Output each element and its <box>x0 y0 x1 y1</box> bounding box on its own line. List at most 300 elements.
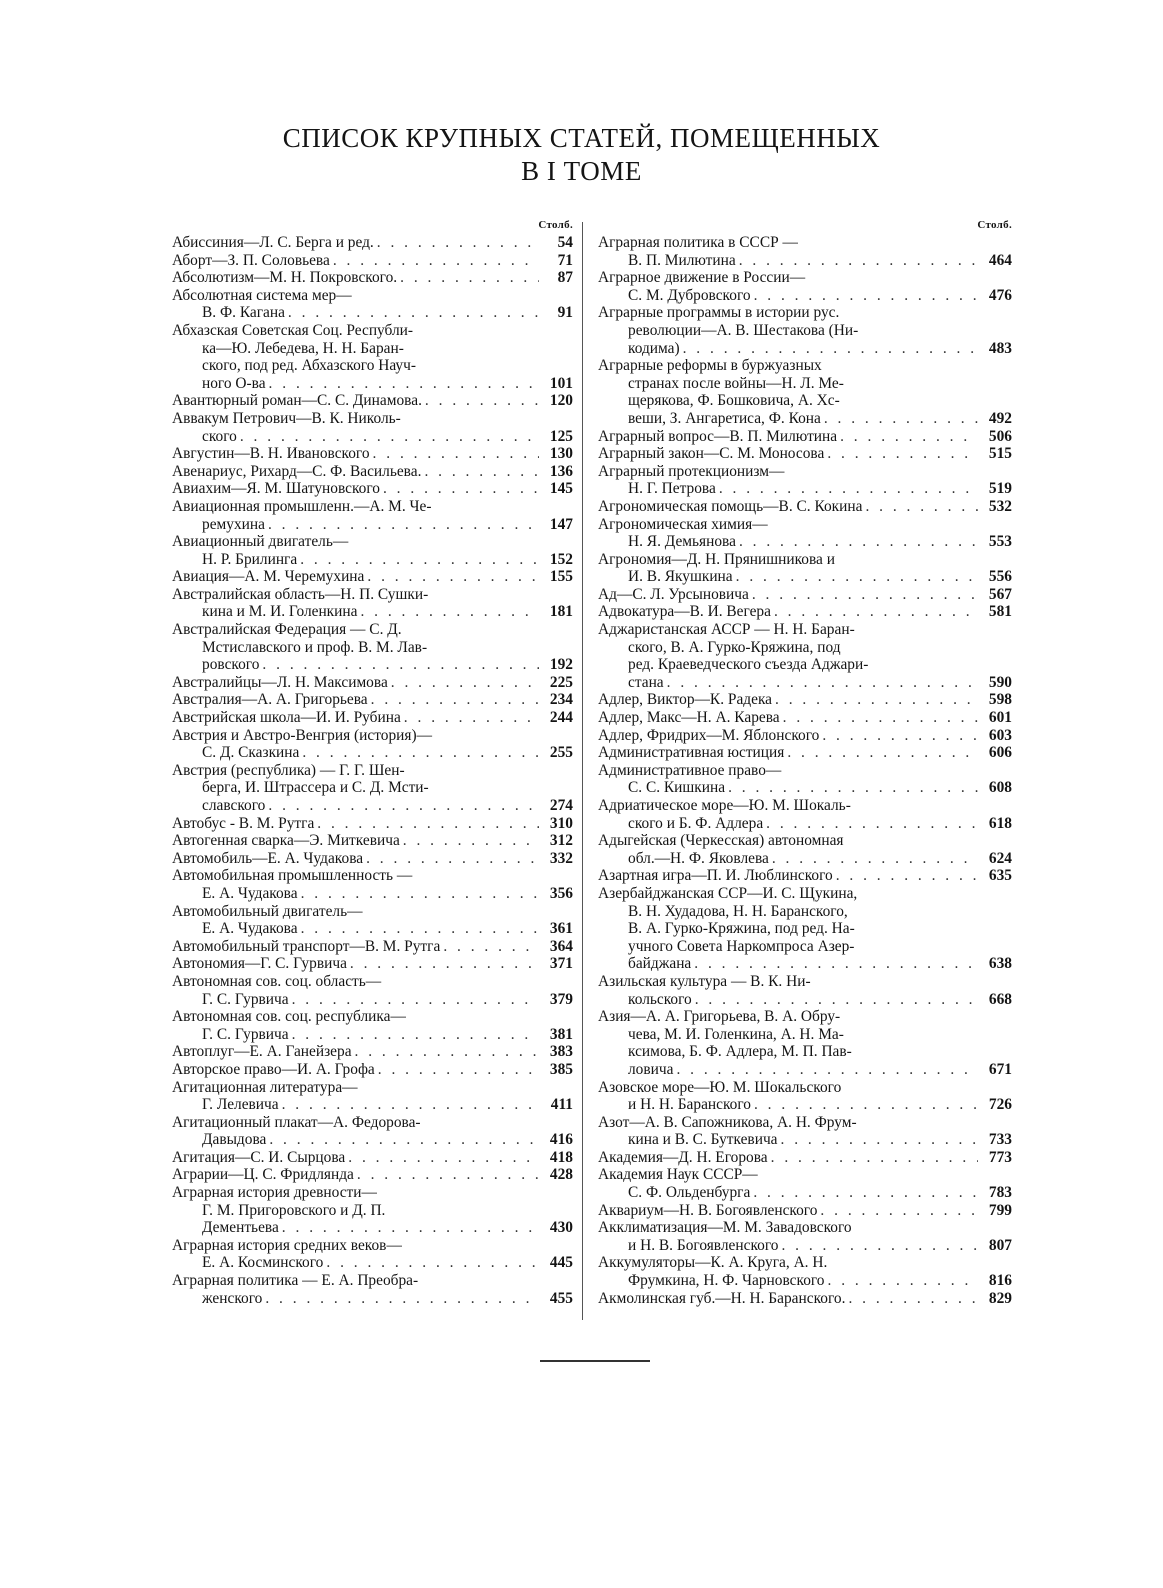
column-divider <box>582 222 583 1320</box>
page-title <box>0 122 1163 188</box>
list-item <box>172 1008 573 1043</box>
column-number: 608 <box>988 779 1012 797</box>
entry-text: С. М. Дубровского <box>628 286 751 304</box>
entry-text: ловича <box>628 1060 674 1078</box>
right-entry-list <box>598 234 1012 1307</box>
list-item <box>172 322 573 392</box>
list-item <box>598 832 1012 867</box>
entry-line <box>172 938 573 956</box>
leader-dots <box>364 568 539 586</box>
column-number: 312 <box>549 832 573 850</box>
column-number: 799 <box>988 1201 1012 1219</box>
entry-text: Автогенная сварка—Э. Миткевича <box>172 832 400 850</box>
leader-dots <box>725 779 978 797</box>
entry-text: Автомобильный транспорт—В. М. Рутга <box>172 937 441 955</box>
entry-text: ского <box>202 427 237 445</box>
list-item <box>172 903 573 938</box>
entry-text: Аборт—З. П. Соловьева <box>172 251 330 269</box>
leader-dots <box>845 1290 978 1308</box>
entry-line <box>598 938 1012 956</box>
leader-dots <box>289 991 539 1009</box>
list-item <box>172 1061 573 1079</box>
list-item <box>598 516 1012 551</box>
entry-line <box>172 1149 573 1167</box>
list-item <box>598 621 1012 691</box>
leader-dots <box>736 533 978 551</box>
entry-line <box>598 797 1012 815</box>
leader-dots <box>237 428 539 446</box>
column-number: 428 <box>549 1166 573 1184</box>
entry-line <box>172 480 573 498</box>
entry-line <box>598 762 1012 780</box>
column-number: 783 <box>988 1184 1012 1202</box>
column-number: 274 <box>549 797 573 814</box>
entry-line <box>598 392 1012 410</box>
entry-line <box>598 674 1012 692</box>
entry-text: Авиационная промышленн.—А. М. Че- <box>172 497 432 515</box>
column-number: 601 <box>988 709 1012 727</box>
entry-line <box>172 885 573 903</box>
entry-text: В. Н. Худадова, Н. Н. Баранского, <box>628 902 848 920</box>
list-item <box>598 797 1012 832</box>
column-number: 361 <box>549 920 573 938</box>
entry-line <box>598 903 1012 921</box>
list-item <box>598 885 1012 973</box>
entry-line <box>598 480 1012 498</box>
entry-text: Г. Лелевича <box>202 1096 279 1114</box>
leader-dots <box>397 269 539 287</box>
column-number: 464 <box>988 251 1012 269</box>
entry-text: кина и В. С. Буткевича <box>628 1131 778 1149</box>
leader-dots <box>862 498 978 516</box>
column-number: 532 <box>988 497 1012 515</box>
entry-text: кодима) <box>628 339 680 357</box>
entry-text: Административная юстиция <box>598 744 785 762</box>
entry-line <box>172 1219 573 1237</box>
entry-line <box>598 463 1012 481</box>
column-number: 101 <box>549 374 573 392</box>
entry-line <box>172 322 573 340</box>
entry-text: Агрономическая химия— <box>598 515 768 533</box>
column-number: 383 <box>549 1043 573 1061</box>
entry-text: Автономная сов. соц. республика— <box>172 1008 406 1026</box>
entry-line <box>598 533 1012 551</box>
entry-line <box>172 709 573 727</box>
entry-line <box>598 287 1012 305</box>
entry-line <box>598 551 1012 569</box>
entry-text: Абиссиния—Л. С. Берга и ред. <box>172 234 374 251</box>
column-number: 598 <box>988 691 1012 709</box>
column-number: 624 <box>988 849 1012 867</box>
entry-line <box>598 1008 1012 1026</box>
list-item <box>598 973 1012 1008</box>
entry-text: Адлер, Фридрих—М. Яблонского <box>598 726 820 744</box>
list-item <box>172 1149 573 1167</box>
leader-dots <box>357 603 539 621</box>
entry-text: Адвокатура—В. И. Вегера <box>598 603 771 621</box>
column-number: 87 <box>557 269 573 287</box>
list-item <box>172 621 573 674</box>
entry-line <box>598 709 1012 727</box>
entry-line <box>598 1131 1012 1149</box>
list-item <box>172 762 573 815</box>
leader-dots <box>673 1061 978 1079</box>
entry-text: Е. А. Чудакова <box>202 884 298 902</box>
column-number: 829 <box>988 1289 1012 1307</box>
list-item <box>172 269 573 287</box>
column-number: 635 <box>988 867 1012 885</box>
column-number: 418 <box>549 1148 573 1166</box>
entry-text: Адлер, Макс—Н. А. Карева <box>598 709 780 727</box>
entry-text: Агитация—С. И. Сырцова <box>172 1148 346 1166</box>
entry-text: кольского <box>628 990 692 1008</box>
list-item <box>172 586 573 621</box>
entry-text: Агитационный плакат—А. Федорова- <box>172 1113 421 1131</box>
leader-dots <box>778 1131 978 1149</box>
entry-line <box>172 850 573 868</box>
entry-line <box>598 1184 1012 1202</box>
column-number: 603 <box>988 726 1012 744</box>
entry-text: и Н. В. Богоявленского <box>628 1236 779 1254</box>
entry-line <box>598 955 1012 973</box>
list-item <box>172 691 573 709</box>
entry-line <box>598 1061 1012 1079</box>
leader-dots <box>265 797 539 815</box>
entry-text: Агрономическая помощь—В. С. Кокина <box>598 497 863 515</box>
entry-text: Н. Я. Демьянова <box>628 533 736 551</box>
list-item <box>172 1184 573 1237</box>
list-item <box>172 850 573 868</box>
column-number: 234 <box>549 691 573 709</box>
leader-dots <box>352 1043 539 1061</box>
list-item <box>172 1079 573 1114</box>
leader-dots <box>299 744 539 762</box>
entry-text: Адлер, Виктор—К. Радека <box>598 691 773 709</box>
entry-line <box>172 1008 573 1026</box>
column-number: 145 <box>549 480 573 498</box>
entry-line <box>172 1131 573 1149</box>
entry-text: Акмолинская губ.—Н. Н. Баранского. <box>598 1289 846 1307</box>
entry-line <box>172 568 573 586</box>
entry-line <box>598 1219 1012 1237</box>
entry-line <box>598 1096 1012 1114</box>
entry-text: Акклиматизация—М. М. Завадовского <box>598 1219 852 1237</box>
entry-line <box>598 603 1012 621</box>
entry-line <box>172 357 573 375</box>
entry-text: Е. А. Чудакова <box>202 920 298 938</box>
list-item <box>172 498 573 533</box>
leader-dots <box>733 568 978 586</box>
entry-text: Мстиславского и проф. В. М. Лав- <box>202 638 428 656</box>
entry-text: Австрийская школа—И. И. Рубина <box>172 709 401 727</box>
leader-dots <box>680 340 978 358</box>
entry-text: Н. Р. Брилинга <box>202 550 298 568</box>
column-number: 581 <box>988 603 1012 621</box>
entry-text: Аграрная политика в СССР — <box>598 234 798 251</box>
entry-line <box>172 973 573 991</box>
leader-dots <box>388 674 539 692</box>
entry-text: Автоплуг—Е. А. Ганейзера <box>172 1043 352 1061</box>
list-item <box>172 463 573 481</box>
leader-dots <box>751 287 978 305</box>
column-number: 147 <box>549 515 573 533</box>
entry-line <box>172 1043 573 1061</box>
entry-line <box>172 991 573 1009</box>
entry-line <box>598 445 1012 463</box>
entry-text: С. Д. Сказкина <box>202 744 300 762</box>
list-item <box>598 691 1012 709</box>
entry-line <box>598 744 1012 762</box>
leader-dots <box>363 850 539 868</box>
entry-text: ремухина <box>202 515 265 533</box>
leader-dots <box>692 991 978 1009</box>
leader-dots <box>833 867 978 885</box>
column-number: 381 <box>549 1025 573 1043</box>
entry-line <box>172 269 573 287</box>
entry-text: В. Ф. Кагана <box>202 304 285 322</box>
leader-dots <box>266 375 539 393</box>
column-number: 255 <box>549 744 573 762</box>
entry-text: стана <box>628 673 664 691</box>
entry-text: Августин—В. Н. Ивановского <box>172 445 370 463</box>
entry-line <box>598 1114 1012 1132</box>
entry-line <box>172 815 573 833</box>
leader-dots <box>370 445 539 463</box>
entry-line <box>598 1079 1012 1097</box>
list-item <box>172 938 573 956</box>
list-item <box>598 1114 1012 1149</box>
entry-text: Авенариус, Рихард—С. Ф. Васильева. <box>172 462 422 480</box>
entry-line <box>598 304 1012 322</box>
entry-line <box>598 920 1012 938</box>
list-item <box>172 1114 573 1149</box>
entry-text: Г. С. Гурвича <box>202 990 289 1008</box>
list-item <box>172 392 573 410</box>
entry-text: Абсолютная система мер— <box>172 286 352 304</box>
list-item <box>172 252 573 270</box>
list-item <box>172 1272 573 1307</box>
entry-text: Агитационная литература— <box>172 1078 358 1096</box>
column-header-right: Столб. <box>977 219 1012 231</box>
list-item <box>172 234 573 252</box>
entry-line <box>598 322 1012 340</box>
entry-line <box>172 1166 573 1184</box>
column-number: 91 <box>557 304 573 322</box>
entry-text: С. Ф. Ольденбурга <box>628 1184 751 1202</box>
column-number: 556 <box>988 568 1012 586</box>
leader-dots <box>323 1254 539 1272</box>
leader-dots <box>266 1131 539 1149</box>
column-number: 371 <box>549 955 573 973</box>
entry-line <box>172 639 573 657</box>
entry-line <box>172 340 573 358</box>
entry-line <box>172 1290 573 1308</box>
entry-line <box>598 375 1012 393</box>
entry-line <box>172 498 573 516</box>
list-item <box>172 709 573 727</box>
column-number: 618 <box>988 814 1012 832</box>
entry-line <box>172 1026 573 1044</box>
list-item <box>598 498 1012 516</box>
list-item <box>598 428 1012 446</box>
entry-text: и Н. Н. Баранского <box>628 1096 751 1114</box>
leader-dots <box>314 815 539 833</box>
column-number: 379 <box>549 990 573 1008</box>
column-number: 567 <box>988 585 1012 603</box>
column-number: 638 <box>988 955 1012 973</box>
title-line-2: В I ТОМЕ <box>521 156 642 186</box>
list-item <box>598 1202 1012 1220</box>
entry-text: Автомобиль—Е. А. Чудакова <box>172 849 364 867</box>
entry-text: славского <box>202 797 266 814</box>
leader-dots <box>819 727 978 745</box>
entry-text: ка—Ю. Лебедева, Н. Н. Баран- <box>202 339 404 357</box>
column-number: 225 <box>549 673 573 691</box>
entry-text: Давыдова <box>202 1131 267 1149</box>
list-item <box>598 603 1012 621</box>
leader-dots <box>374 234 539 252</box>
entry-text: Аграрные реформы в буржуазных <box>598 357 822 375</box>
list-item <box>172 480 573 498</box>
entry-line <box>172 867 573 885</box>
entry-line <box>598 234 1012 252</box>
entry-text: обл.—Н. Ф. Яковлева <box>628 849 769 867</box>
entry-line <box>172 779 573 797</box>
entry-line <box>598 1272 1012 1290</box>
leader-dots <box>780 709 978 727</box>
leader-dots <box>297 551 539 569</box>
leader-dots <box>347 955 539 973</box>
entry-text: В. А. Гурко-Кряжина, под ред. На- <box>628 920 855 938</box>
entry-line <box>598 340 1012 358</box>
entry-text: Адриатическое море—Ю. М. Шокаль- <box>598 797 851 814</box>
list-item <box>172 832 573 850</box>
leader-dots <box>716 480 978 498</box>
entry-line <box>172 304 573 322</box>
entry-line <box>598 498 1012 516</box>
entry-line <box>598 991 1012 1009</box>
entry-line <box>172 375 573 393</box>
left-column <box>172 216 573 1307</box>
column-number: 356 <box>549 884 573 902</box>
column-number: 733 <box>988 1131 1012 1149</box>
entry-line <box>598 357 1012 375</box>
entry-text: Австралийская Федерация — С. Д. <box>172 621 402 639</box>
leader-dots <box>400 832 539 850</box>
entry-text: ского, В. А. Гурко-Кряжина, под <box>628 638 841 656</box>
entry-text: ского, под ред. Абхазского Науч- <box>202 357 416 375</box>
entry-text: Административное право— <box>598 761 782 779</box>
entry-text: Абсолютизм—М. Н. Покровского. <box>172 269 398 287</box>
column-number: 773 <box>988 1148 1012 1166</box>
entry-line <box>172 533 573 551</box>
entry-text: Авантюрный роман—С. С. Динамова. <box>172 392 422 410</box>
entry-text: Автомобильный двигатель— <box>172 902 363 920</box>
entry-line <box>598 1166 1012 1184</box>
column-number: 155 <box>549 568 573 586</box>
list-item <box>172 1237 573 1272</box>
entry-text: Агрономия—Д. Н. Прянишникова и <box>598 550 835 568</box>
entry-line <box>172 797 573 815</box>
leader-dots <box>821 410 978 428</box>
column-number: 671 <box>988 1060 1012 1078</box>
list-item <box>172 727 573 762</box>
entry-text: Азильская культура — В. К. Ни- <box>598 972 811 990</box>
list-item <box>598 709 1012 727</box>
entry-line <box>172 551 573 569</box>
entry-line <box>172 1079 573 1097</box>
entry-text: кина и М. И. Голенкина <box>202 603 358 621</box>
leader-dots <box>330 252 539 270</box>
column-number: 152 <box>549 550 573 568</box>
entry-text: байджана <box>628 955 692 973</box>
leader-dots <box>354 1166 539 1184</box>
list-item <box>598 1290 1012 1308</box>
entry-line <box>172 586 573 604</box>
column-header-left: Столб. <box>538 219 573 231</box>
list-item <box>598 762 1012 797</box>
entry-line <box>598 1026 1012 1044</box>
entry-text: Аквариум—Н. В. Богоявленского <box>598 1201 818 1219</box>
list-item <box>172 973 573 1008</box>
entry-text: чева, М. И. Голенкина, А. Н. Ма- <box>628 1025 844 1043</box>
list-item <box>598 234 1012 269</box>
leader-dots <box>265 516 539 534</box>
entry-text: женского <box>202 1289 263 1307</box>
entry-line <box>598 885 1012 903</box>
entry-line <box>598 779 1012 797</box>
entry-text: Г. С. Гурвича <box>202 1025 289 1043</box>
entry-text: Австрия и Австро-Венгрия (история)— <box>172 726 432 744</box>
leader-dots <box>817 1202 978 1220</box>
leader-dots <box>375 1061 539 1079</box>
leader-dots <box>825 1272 978 1290</box>
list-item <box>598 1166 1012 1201</box>
leader-dots <box>380 480 539 498</box>
list-item <box>598 551 1012 586</box>
entry-text: учного Совета Наркомпроса Азер- <box>628 937 855 955</box>
leader-dots <box>259 656 539 674</box>
entry-text: Авиационный двигатель— <box>172 533 349 551</box>
entry-text: Австрия (республика) — Г. Г. Шен- <box>172 761 405 779</box>
entry-text: Фрумкина, Н. Ф. Чарновского <box>628 1272 825 1290</box>
entry-line <box>598 973 1012 991</box>
entry-line <box>172 1237 573 1255</box>
entry-text: Н. Г. Петрова <box>628 480 716 498</box>
entry-text: Абхазская Советская Соц. Республи- <box>172 321 414 339</box>
entry-text: революции—А. В. Шестакова (Ни- <box>628 321 859 339</box>
leader-dots <box>691 955 978 973</box>
entry-line <box>172 903 573 921</box>
entry-text: Авиация—А. М. Черемухина <box>172 568 365 586</box>
entry-text: Аграрная история древности— <box>172 1184 377 1202</box>
entry-text: веши, З. Ангаретиса, Ф. Кона <box>628 409 821 427</box>
entry-line <box>172 1202 573 1220</box>
list-item <box>172 568 573 586</box>
entry-line <box>172 674 573 692</box>
list-item <box>598 1219 1012 1254</box>
list-item <box>172 674 573 692</box>
entry-text: щерякова, Ф. Бошковича, А. Хс- <box>628 392 840 410</box>
entry-line <box>598 867 1012 885</box>
list-item <box>598 463 1012 498</box>
column-number: 71 <box>557 251 573 269</box>
column-number: 519 <box>988 480 1012 498</box>
bottom-rule <box>540 1360 650 1362</box>
column-number: 668 <box>988 990 1012 1008</box>
entry-line <box>598 1149 1012 1167</box>
leader-dots <box>771 603 978 621</box>
